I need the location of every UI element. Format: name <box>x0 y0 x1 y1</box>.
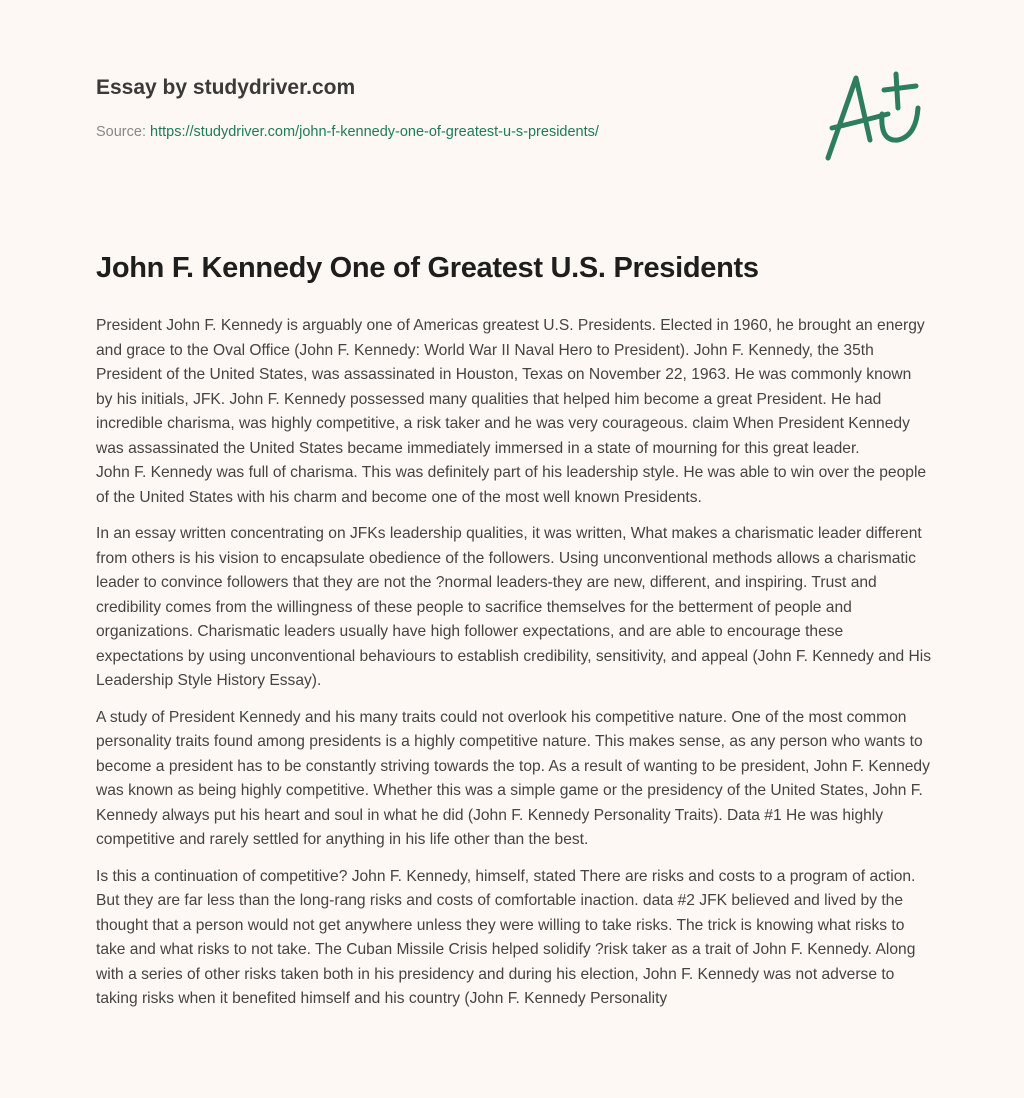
paragraph: John F. Kennedy was full of charisma. This was definitely part of his leadership style. He was able to win over the people of the United States with his charm and become one of the most well known Presidents. <box>96 464 927 506</box>
article-body <box>96 314 932 1024</box>
brand-title: Essay by studydriver.com <box>96 76 356 99</box>
paragraph: President John F. Kennedy is arguably one of Americas greatest U.S. Presidents. Elected in 1960, he brought an energy and grace to the Oval Office (John F. Kennedy: World War II Naval Hero to President). John F. Kennedy, the 35th President of the United States, was assassinated in Houston, Texas on November 22, 1963. He was commonly known by his initials, JFK. John F. Kennedy possessed many qualities that helped him become a great President. He had incredible charisma, was highly competitive, a risk taker and he was very courageous. claim When President Kennedy was assassinated the United States became immediately immersed in a state of mourning for this great leader. <box>96 317 925 457</box>
source-label: Source: <box>96 124 146 140</box>
source-link[interactable]: https://studydriver.com/john-f-kennedy-one-of-greatest-u-s-presidents/ <box>150 124 599 140</box>
source-line <box>96 124 599 140</box>
paragraph: In an essay written concentrating on JFKs leadership qualities, it was written, What makes a charismatic leader different from others is his vision to encapsulate obedience of the followers. Using unconventional methods allows a charismatic leader to convince followers that they are not the ?normal leaders-they are new, different, and inspiring. Trust and credibility comes from the willingness of these people to sacrifice themselves for the betterment of people and organizations. Charismatic leaders usually have high follower expectations, and are able to encourage these expectations by using unconventional behaviours to establish credibility, sensitivity, and appeal (John F. Kennedy and His Leadership Style History Essay). <box>96 525 932 689</box>
paragraph: Is this a continuation of competitive? John F. Kennedy, himself, stated There are risks and costs to a program of action. But they are far less than the long-rang risks and costs of comfortable inaction. data #2 JFK believed and lived by the thought that a person would not get anywhere unless they were willing to take risks. The trick is knowing what risks to take and what risks to not take. The Cuban Missile Crisis helped solidify ?risk taker as a trait of John F. Kennedy. Along with a series of other risks taken both in his presidency and during his election, John F. Kennedy was not adverse to taking risks when it benefited himself and his country (John F. Kennedy Personality <box>96 867 916 1007</box>
a-plus-logo-icon <box>818 70 928 165</box>
article-title: John F. Kennedy One of Greatest U.S. Presidents <box>96 252 759 284</box>
paragraph: A study of President Kennedy and his many traits could not overlook his competitive nature. One of the most common personality traits found among presidents is a highly competitive nature. This makes sense, as any person who wants to become a president has to be constantly striving towards the top. As a result of wanting to be president, John F. Kennedy was known as being highly competitive. Whether this was a simple game or the presidency of the United States, John F. Kennedy always put his heart and soul in what he did (John F. Kennedy Personality Traits). Data #1 He was highly competitive and rarely settled for anything in his life other than the best. <box>96 708 930 848</box>
